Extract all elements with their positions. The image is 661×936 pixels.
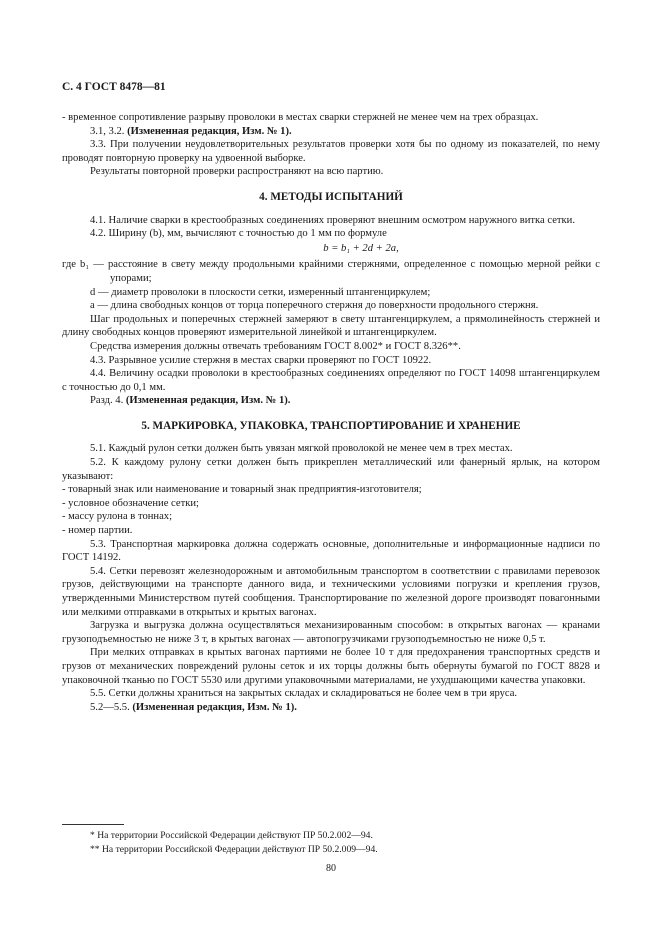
definition-a: a — длина свободных концов от торца поперечного стержня до поверхности продольного стержня. [90, 300, 539, 312]
revision-prefix: 5.2—5.5. [90, 701, 133, 713]
footnote-2: ** На территории Российской Федерации действуют ПР 50.2.009—94. [90, 844, 378, 855]
paragraph-3-3: 3.3. При получении неудовлетворительных результатов проверки хотя бы по одному из показателей, по нему проводят повторную проверку на удвоенной выборке. [62, 139, 600, 164]
document-body [62, 111, 600, 714]
paragraph-5-1: 5.1. Каждый рулон сетки должен быть увязан мягкой проволокой не менее чем в трех местах. [90, 443, 513, 455]
section-4-title: 4. МЕТОДЫ ИСПЫТАНИЙ [259, 190, 403, 203]
paragraph-intro-line: - временное сопротивление разрыву проволоки в местах сварки стержней не менее чем на трех образцах. [62, 112, 539, 123]
revision-label: (Измененная редакция, Изм. № 1). [132, 701, 297, 713]
revision-label: (Измененная редакция, Изм. № 1). [125, 395, 291, 407]
paragraph-4-1: 4.1. Наличие сварки в крестообразных соединениях проверяют внешним осмотром наружного витка сетки. [90, 214, 575, 226]
width-formula: b = b₁ + 2d + 2a, [323, 242, 399, 254]
section-5-title: 5. МАРКИРОВКА, УПАКОВКА, ТРАНСПОРТИРОВАНИЕ И ХРАНЕНИЕ [141, 419, 521, 432]
list-item: - номер партии. [62, 525, 133, 537]
paragraph-means: Средства измерения должны отвечать требованиям ГОСТ 8.002* и ГОСТ 8.326**. [90, 340, 461, 352]
revision-prefix: Разд. 4. [90, 395, 126, 407]
running-header: С. 4 ГОСТ 8478—81 [62, 81, 166, 93]
paragraph-loading: Загрузка и выгрузка должна осуществляться механизированным способом: в открытых вагонах — кранами грузоподъемностью не ниже 3 т, в крытых вагонах — автопогрузчиками грузоподъемностью не ниже 0,5 т. [62, 620, 600, 645]
paragraph-4-4: 4.4. Величину осадки проволоки в крестообразных соединениях определяют по ГОСТ 14098 штангенциркулем с точностью до 0,1 мм. [62, 368, 600, 393]
paragraph-step: Шаг продольных и поперечных стержней замеряют в свету штангенциркулем, а прямолинейность стержней и длину свободных концов проверяют измерительной линейкой и штангенциркулем. [62, 313, 600, 339]
list-item: - условное обозначение сетки; [62, 497, 199, 509]
page-number: 80 [326, 863, 336, 874]
revision-note-4 [62, 394, 600, 408]
paragraph-4-2: 4.2. Ширину (b), мм, вычисляют с точностью до 1 мм по формуле [90, 228, 387, 240]
list-item: - товарный знак или наименование и товарный знак предприятия-изготовителя; [62, 484, 422, 496]
paragraph-4-3: 4.3. Разрывное усилие стержня в местах сварки проверяют по ГОСТ 10922. [90, 354, 432, 366]
paragraph-3-3-b: Результаты повторной проверки распространяют на всю партию. [90, 166, 384, 178]
list-item: - массу рулона в тоннах; [62, 511, 173, 523]
paragraph-5-2: 5.2. К каждому рулону сетки должен быть прикреплен металлический или фанерный ярлык, на котором указывают: [62, 457, 600, 482]
revision-label: (Измененная редакция, Изм. № 1). [127, 125, 292, 137]
revision-note-5 [62, 701, 600, 715]
footnote-1: * На территории Российской Федерации действуют ПР 50.2.002—94. [90, 830, 373, 841]
definition-b1: где b₁ — расстояние в свету между продольными крайними стержнями, определенное с помощью мерной рейки с упорами; [62, 259, 600, 284]
paragraph-small-shipments: При мелких отправках в крытых вагонах партиями не более 10 т для предохранения транспортных средств и грузов от механических повреждений рулоны сеток и их торцы должны быть обернуты бумагой по ГОСТ 8828 и упаковочной тканью по ГОСТ 5530 или другими упаковочными материалами, не ухудшающими качества упаковки. [62, 647, 600, 686]
paragraph-5-3: 5.3. Транспортная маркировка должна содержать основные, дополнительные и информационные надписи по ГОСТ 14192. [62, 538, 600, 564]
footnote-divider [62, 824, 124, 825]
paragraph-5-5: 5.5. Сетки должны храниться на закрытых складах и складироваться не более чем в три яруса. [90, 688, 518, 700]
revision-note-3-1 [62, 125, 600, 139]
definition-d: d — диаметр проволоки в плоскости сетки, измеренный штангенциркулем; [90, 286, 431, 298]
paragraph-5-4: 5.4. Сетки перевозят железнодорожным и автомобильным транспортом в соответствии с правилами перевозок грузов, действующими на транспорте данного вида, и техническими условиями погрузки и крепления грузов, утвержденными Министерством путей сообщения. Транспортирование по железной дороге производят повагонными или мелкими отправками в открытых и крытых вагонах. [62, 565, 600, 618]
revision-prefix: 3.1, 3.2. [90, 125, 128, 137]
